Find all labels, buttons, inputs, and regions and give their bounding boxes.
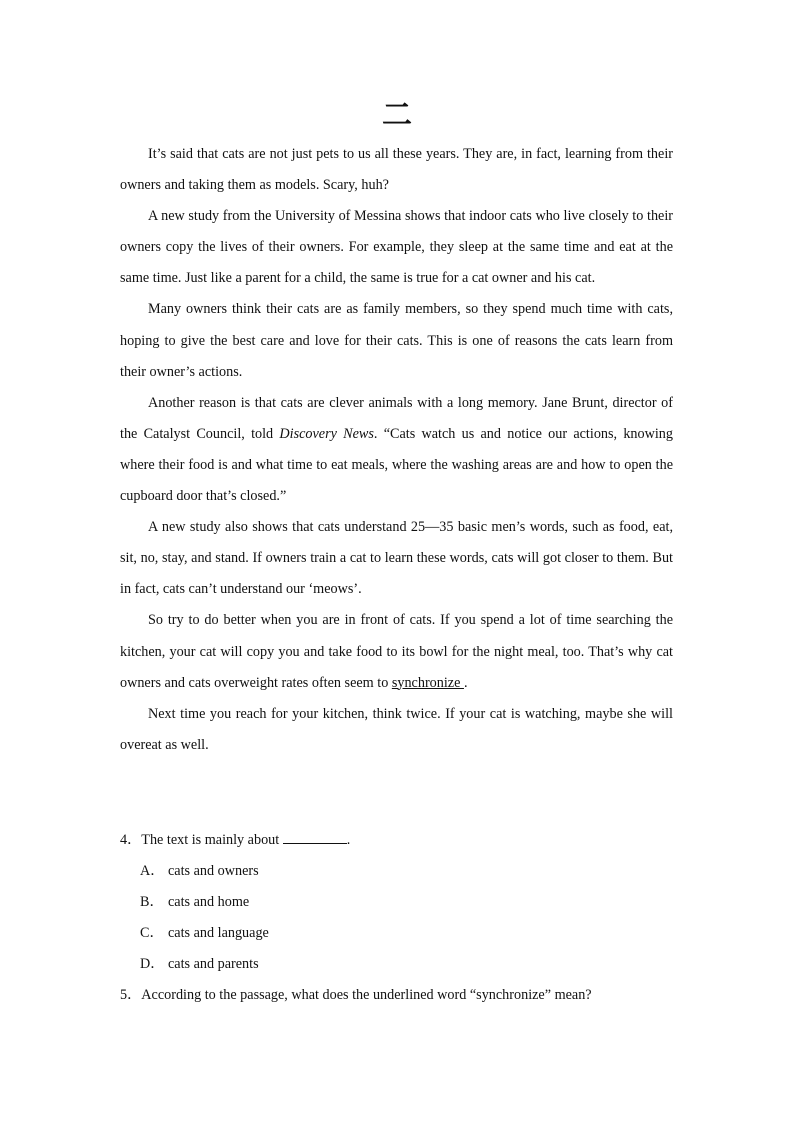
answer-blank[interactable] xyxy=(283,829,347,844)
option-d-text: cats and parents xyxy=(168,956,259,973)
paragraph-4-text-a: Another reason is that cats are clever animals with a long memory. Jane Brunt, director of the Catalyst Council, told xyxy=(120,394,673,442)
question-5-number: 5． xyxy=(120,987,142,1004)
question-5-stem: According to the passage, what does the underlined word “synchronize” mean? xyxy=(141,987,592,1004)
option-c[interactable] xyxy=(120,918,680,949)
paragraph-3: Many owners think their cats are as family members, so they spend much time with cats, hoping to give the best care and love for their cats. This is one of reasons the cats learn from their owner’s actions. xyxy=(120,301,673,380)
paragraph-7: Next time you reach for your kitchen, think twice. If your cat is watching, maybe she will overeat as well. xyxy=(120,705,673,753)
question-4 xyxy=(120,825,680,856)
option-a-text: cats and owners xyxy=(168,863,259,880)
option-b-text: cats and home xyxy=(168,894,250,911)
paragraph-1: It’s said that cats are not just pets to us all these years. They are, in fact, learning from their owners and taking them as models. Scary, huh? xyxy=(120,146,673,194)
option-c-text: cats and language xyxy=(168,925,269,942)
question-5 xyxy=(120,980,680,1011)
option-d[interactable] xyxy=(120,949,680,980)
paragraph-6-text-a: So try to do better when you are in front of cats. If you spend a lot of time searching the kitchen, your cat will copy you and take food to its bowl for the night meal, too. That’s why cat owners and cats overweight rates often seem to xyxy=(120,612,673,691)
option-c-letter: C． xyxy=(140,925,164,942)
option-d-letter: D． xyxy=(140,956,165,973)
option-a[interactable] xyxy=(120,856,680,887)
source-name: Discovery News xyxy=(279,425,374,442)
paragraph-6-text-b: . xyxy=(463,674,468,691)
underlined-word: synchronize xyxy=(391,674,464,691)
paragraph-4 xyxy=(120,388,673,512)
option-b-letter: B． xyxy=(140,894,164,911)
question-4-stem: The text is mainly about xyxy=(141,832,283,848)
question-4-end: . xyxy=(346,832,351,848)
paragraph-6 xyxy=(120,605,673,698)
reading-passage xyxy=(120,139,673,761)
question-4-number: 4． xyxy=(120,832,142,848)
questions-section xyxy=(120,825,680,1012)
paragraph-5: A new study also shows that cats understand 25—35 basic men’s words, such as food, eat, sit, no, stay, and stand. If owners train a cat to learn these words, cats will got closer to them. But in fact, cats can’t understand our ‘meows’. xyxy=(120,519,673,598)
section-title: 二 xyxy=(382,98,412,133)
option-b[interactable] xyxy=(120,887,680,918)
option-a-letter: A． xyxy=(140,863,165,880)
paragraph-2: A new study from the University of Messina shows that indoor cats who live closely to their owners copy the lives of their owners. For example, they sleep at the same time and eat at the same time. Just like a parent for a child, the same is true for a cat owner and his cat. xyxy=(120,208,673,287)
paragraph-4-text-b: . “Cats watch us and notice our actions, knowing where their food is and what time to eat meals, where the washing areas are and how to open the cupboard door that’s closed.” xyxy=(120,425,673,505)
